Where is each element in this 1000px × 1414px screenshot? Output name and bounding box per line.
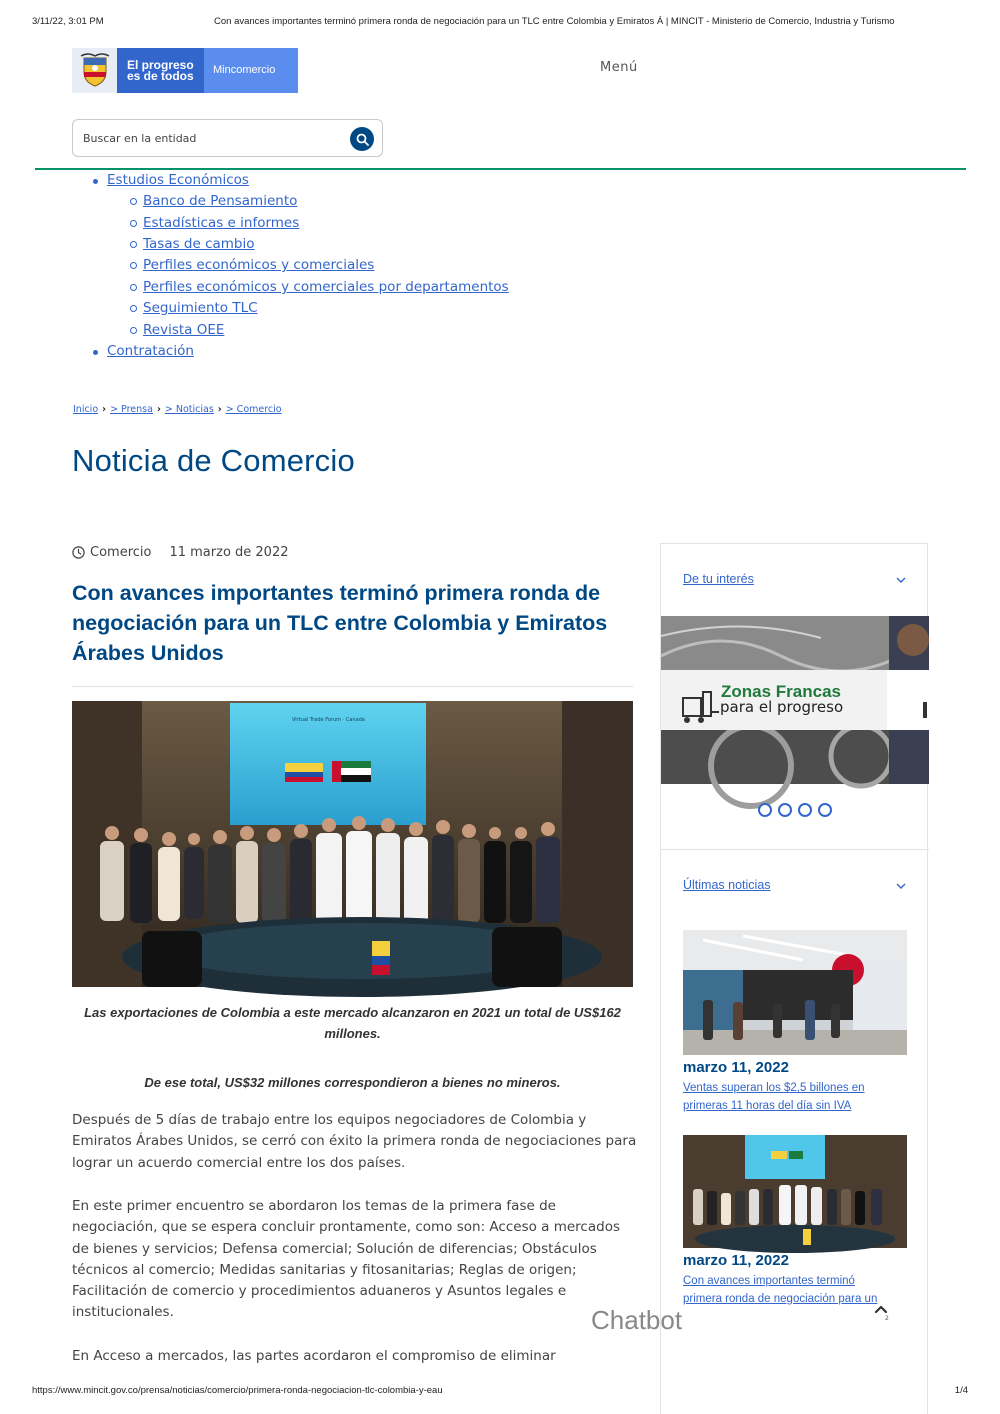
nav-link[interactable]: Banco de Pensamiento [143, 193, 298, 209]
carousel-dot[interactable] [818, 803, 832, 817]
nav-item-revista-oee [143, 322, 224, 338]
search-icon [356, 133, 369, 146]
nav-link[interactable]: Tasas de cambio [143, 236, 255, 252]
breadcrumb-comercio[interactable]: > Comercio [225, 404, 282, 415]
brand-slogan [117, 48, 204, 93]
page-title: Noticia de Comercio [72, 443, 355, 478]
article-headline: Con avances importantes terminó primera ronda de negociación para un TLC entre Colombia y Emiratos Árabes Unidos [72, 581, 608, 665]
carousel-dots [758, 803, 832, 817]
nav-link[interactable]: Estadísticas e informes [143, 215, 300, 231]
brand-slogan-line1: El progreso [127, 58, 194, 72]
nav-item-banco-pensamiento [143, 193, 297, 209]
breadcrumb-separator: › [217, 404, 222, 415]
carousel-dot[interactable] [778, 803, 792, 817]
nav-item-estudios-economicos [107, 172, 249, 188]
article-paragraph: Después de 5 días de trabajo entre los equipos negociadores de Colombia y Emiratos Árabes Unidos, se cerró con éxito la primera ronda de negociaciones para lograr un acuerdo comercial entre los dos países. [72, 1112, 637, 1171]
search-input[interactable] [83, 129, 343, 147]
nav-link[interactable]: Perfiles económicos y comerciales [143, 257, 375, 273]
site-logo[interactable] [72, 48, 298, 93]
svg-text:2: 2 [885, 1315, 889, 1322]
breadcrumb-noticias[interactable]: > Noticias [164, 404, 214, 415]
nav-link[interactable]: Perfiles económicos y comerciales por departamentos [143, 279, 509, 295]
header-divider [35, 168, 966, 170]
nav-link[interactable]: Revista OEE [143, 322, 225, 338]
breadcrumb-prensa[interactable]: > Prensa [110, 404, 153, 415]
article-paragraph: En Acceso a mercados, las partes acordaron el compromiso de eliminar [72, 1348, 556, 1364]
print-datetime: 3/11/22, 3:01 PM [32, 16, 104, 27]
chevron-down-icon[interactable] [895, 574, 907, 586]
nav-item-contratacion [107, 343, 194, 359]
breadcrumb-inicio[interactable]: Inicio [73, 404, 99, 415]
news-date: marzo 11, 2022 [683, 1252, 789, 1269]
article-category: Comercio [90, 545, 152, 560]
breadcrumb-separator: › [102, 404, 107, 415]
news-thumbnail[interactable] [683, 1135, 907, 1248]
nav-link[interactable]: Contratación [107, 343, 194, 359]
nav-item-perfiles-departamentos [143, 279, 509, 295]
photo-caption-1: Las exportaciones de Colombia a este mercado alcanzaron en 2021 un total de US$162 millones. [84, 1005, 621, 1041]
menu-button[interactable]: Menú [600, 60, 638, 75]
chatbot-button[interactable]: Chatbot [591, 1305, 683, 1335]
print-url: https://www.mincit.gov.co/prensa/noticias/comercio/primera-ronda-negociacion-tlc-colombia-y-eau [32, 1385, 443, 1396]
screen-text: Virtual Trade Forum · Canada [292, 717, 365, 723]
article-date: 11 marzo de 2022 [169, 545, 289, 560]
nav-item-perfiles [143, 257, 374, 273]
carousel-dot[interactable] [798, 803, 812, 817]
breadcrumb-separator: › [156, 404, 161, 415]
sidebar [660, 543, 928, 1414]
print-document-title: Con avances importantes terminó primera ronda de negociación para un TLC entre Colombia y Emiratos Á | MINCIT - Ministerio de Comercio, Industria y Turismo [214, 16, 895, 27]
interest-section-header[interactable] [661, 544, 929, 616]
latest-news-header[interactable] [661, 850, 929, 922]
brand-entity: Mincomercio [204, 48, 298, 93]
headline-divider [72, 686, 633, 687]
news-thumbnail[interactable] [683, 930, 907, 1055]
clock-icon [72, 546, 85, 559]
nav-item-estadisticas [143, 215, 299, 231]
coat-of-arms-icon [72, 48, 117, 93]
brand-slogan-line2: es de todos [127, 69, 194, 83]
photo-caption-2: De ese total, US$32 millones correspondieron a bienes no mineros. [144, 1075, 561, 1090]
nav-item-seguimiento-tlc [143, 300, 258, 316]
news-date: marzo 11, 2022 [683, 1059, 789, 1076]
carousel-dot[interactable] [758, 803, 772, 817]
article-photo [72, 701, 633, 987]
search-box [72, 119, 383, 157]
nav-link[interactable]: Estudios Económicos [107, 172, 249, 188]
search-button[interactable] [350, 127, 374, 151]
chevron-down-icon[interactable] [895, 880, 907, 892]
nav-link[interactable]: Seguimiento TLC [143, 300, 258, 316]
latest-news-title[interactable]: Últimas noticias [683, 878, 771, 892]
print-header [32, 16, 968, 30]
breadcrumb [73, 404, 282, 415]
news-link[interactable]: Ventas superan los $2,5 billones en primeras 11 horas del día sin IVA [683, 1082, 865, 1112]
print-page-number: 1/4 [954, 1385, 968, 1396]
news-link[interactable]: Con avances importantes terminó primera ronda de negociación para un [683, 1275, 878, 1305]
zonas-francas-banner[interactable] [661, 616, 929, 784]
banner-subtitle: para el progreso [720, 698, 844, 716]
interest-title[interactable]: De tu interés [683, 572, 754, 586]
banner-title: Zonas Francas [721, 682, 841, 701]
article-meta [72, 545, 289, 560]
article-paragraph: En este primer encuentro se abordaron los temas de la primera fase de negociación, que se espera concluir prontamente, como son: Acceso a mercados de bienes y servicios; Defensa comercial; Solución de diferencias; Obstáculos técnicos al comercio; Medidas sanitarias y fitosanitarias; Reglas de origen; Facilitación de comercio y procedimientos aduaneros y Asuntos legales e institucionales. [72, 1198, 620, 1321]
nav-item-tasas-cambio [143, 236, 255, 252]
